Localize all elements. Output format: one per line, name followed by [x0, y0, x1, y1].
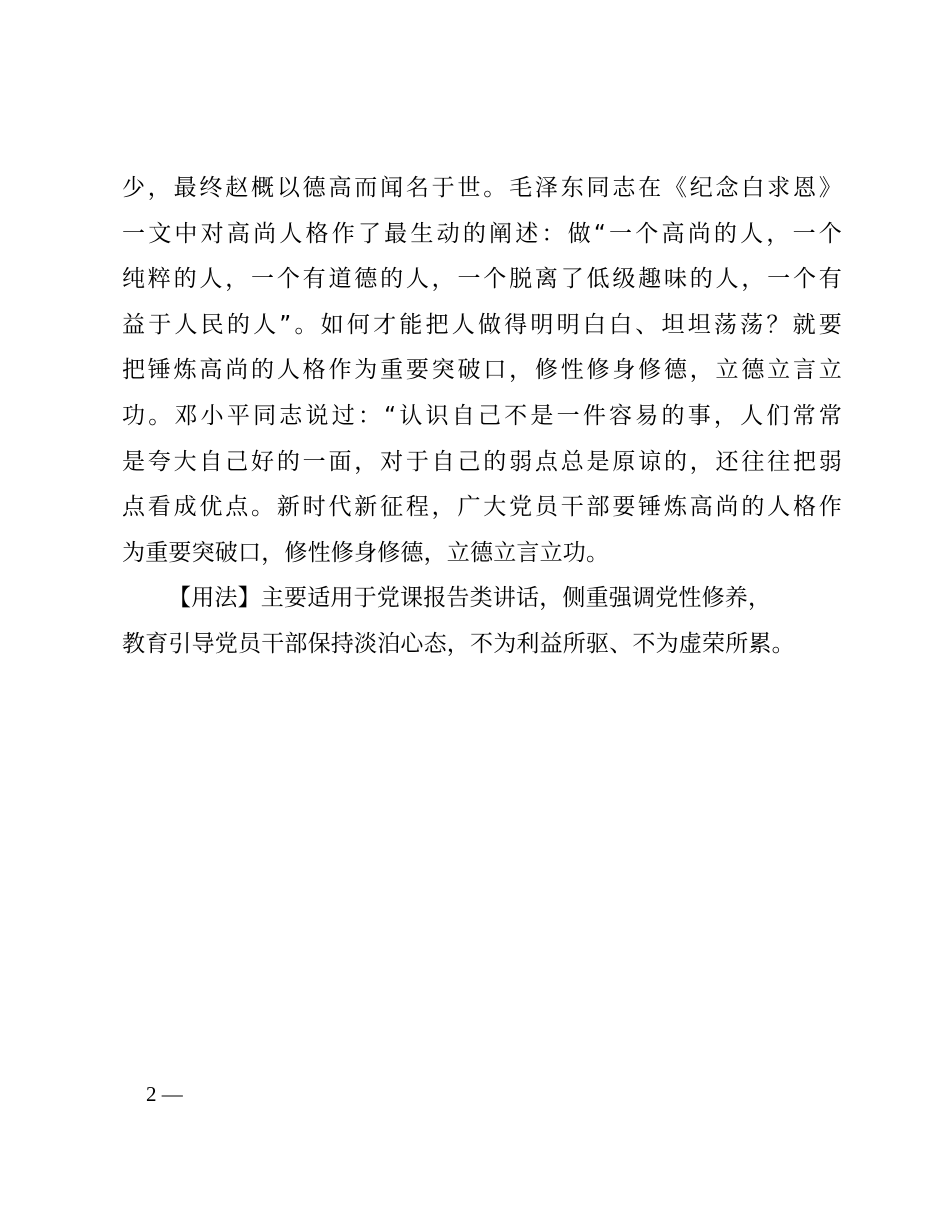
text-line: 点看成优点。新时代新征程，广大党员干部要锤炼高尚的人格作 [122, 494, 842, 521]
text-line: 为重要突破口，修性修身修德，立德立言立功。 [122, 539, 610, 566]
text-line: 功。邓小平同志说过：“认识自己不是一件容易的事，人们常常 [122, 402, 842, 429]
page-number: 2 — [146, 1082, 183, 1106]
body-text [122, 166, 842, 668]
paragraph-usage [122, 576, 842, 667]
paragraph-quote-context [122, 166, 842, 576]
text-line: 【用法】主要适用于党课报告类讲话，侧重强调党性修养， [168, 585, 772, 612]
text-line: 纯粹的人，一个有道德的人，一个脱离了低级趣味的人，一个有 [122, 266, 842, 293]
text-line: 把锤炼高尚的人格作为重要突破口，修性修身修德，立德立言立 [122, 357, 842, 384]
text-line: 一文中对高尚人格作了最生动的阐述：做“一个高尚的人，一个 [122, 220, 842, 247]
text-line: 少，最终赵概以德高而闻名于世。毛泽东同志在《纪念白求恩》 [122, 175, 842, 201]
text-line: 教育引导党员干部保持淡泊心态，不为利益所驱、不为虚荣所累。 [122, 630, 795, 657]
text-line: 益于人民的人”。如何才能把人做得明明白白、坦坦荡荡？就要 [122, 311, 842, 338]
text-line: 是夸大自己好的一面，对于自己的弱点总是原谅的，还往往把弱 [122, 448, 842, 475]
